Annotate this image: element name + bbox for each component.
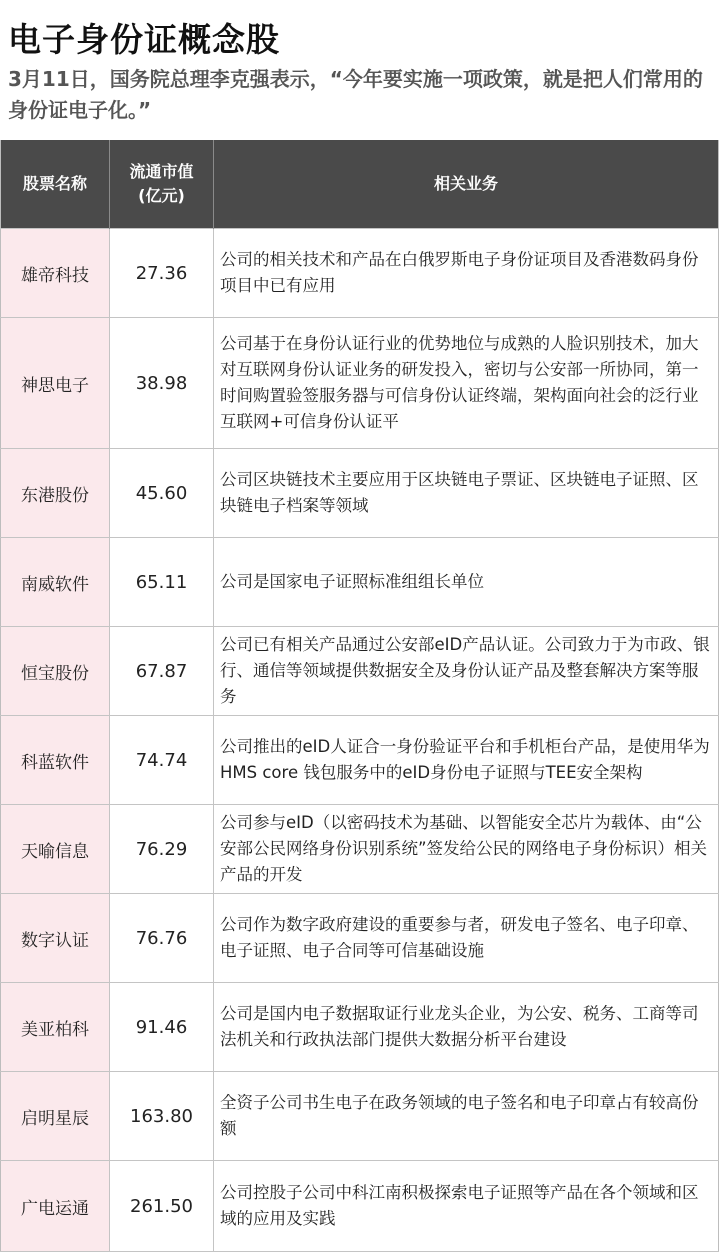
- business-desc: 公司基于在身份认证行业的优势地位与成熟的人脸识别技术，加大对互联网身份认证业务的研发投入，密切与公安部一所协同，第一时间购置验签服务器与可信身份认证终端，架构面向社会的泛行业互联网+可信身份认证平: [214, 318, 719, 449]
- table-row: [1, 449, 719, 538]
- table-row: [1, 627, 719, 716]
- market-cap: 74.74: [110, 716, 214, 805]
- stock-name: 科蓝软件: [1, 716, 110, 805]
- market-cap: 67.87: [110, 627, 214, 716]
- business-desc: 公司参与eID（以密码技术为基础、以智能安全芯片为载体、由“公安部公民网络身份识别系统”签发给公民的网络电子身份标识）相关产品的开发: [214, 805, 719, 894]
- business-desc: 公司是国内电子数据取证行业龙头企业，为公安、税务、工商等司法机关和行政执法部门提供大数据分析平台建设: [214, 983, 719, 1072]
- business-desc: 公司区块链技术主要应用于区块链电子票证、区块链电子证照、区块链电子档案等领域: [214, 449, 719, 538]
- table-row: [1, 894, 719, 983]
- header-market-cap: [110, 140, 214, 229]
- stock-name: 南威软件: [1, 538, 110, 627]
- page-subtitle: 3月11日，国务院总理李克强表示，“今年要实施一项政策，就是把人们常用的身份证电子化。”: [8, 67, 703, 122]
- market-cap: 65.11: [110, 538, 214, 627]
- business-desc: 全资子公司书生电子在政务领域的电子签名和电子印章占有较高份额: [214, 1072, 719, 1161]
- header-business: 相关业务: [214, 140, 719, 229]
- table-row: [1, 229, 719, 318]
- header-market-cap-line1: 流通市值: [129, 162, 194, 181]
- table-row: [1, 318, 719, 449]
- stock-table: [0, 140, 719, 1252]
- header-stock-name: 股票名称: [1, 140, 110, 229]
- market-cap: 76.29: [110, 805, 214, 894]
- stock-name: 广电运通: [1, 1161, 110, 1252]
- market-cap: 27.36: [110, 229, 214, 318]
- table-row: [1, 538, 719, 627]
- business-desc: 公司控股子公司中科江南积极探索电子证照等产品在各个领域和区域的应用及实践: [214, 1161, 719, 1252]
- market-cap: 91.46: [110, 983, 214, 1072]
- table-row: [1, 716, 719, 805]
- business-desc: 公司的相关技术和产品在白俄罗斯电子身份证项目及香港数码身份项目中已有应用: [214, 229, 719, 318]
- stock-name: 雄帝科技: [1, 229, 110, 318]
- business-desc: 公司已有相关产品通过公安部eID产品认证。公司致力于为市政、银行、通信等领域提供数据安全及身份认证产品及整套解决方案等服务: [214, 627, 719, 716]
- business-desc: 公司是国家电子证照标准组组长单位: [214, 538, 719, 627]
- table-row: [1, 1161, 719, 1252]
- table-row: [1, 1072, 719, 1161]
- business-desc: 公司推出的eID人证合一身份验证平台和手机柜台产品，是使用华为HMS core 钱包服务中的eID身份电子证照与TEE安全架构: [214, 716, 719, 805]
- page-title: 电子身份证概念股: [8, 20, 280, 59]
- market-cap: 163.80: [110, 1072, 214, 1161]
- table-header-row: [1, 140, 719, 229]
- stock-name: 数字认证: [1, 894, 110, 983]
- market-cap: 45.60: [110, 449, 214, 538]
- stock-name: 神思电子: [1, 318, 110, 449]
- business-desc: 公司作为数字政府建设的重要参与者，研发电子签名、电子印章、电子证照、电子合同等可信基础设施: [214, 894, 719, 983]
- table-row: [1, 805, 719, 894]
- market-cap: 261.50: [110, 1161, 214, 1252]
- header-market-cap-line2: (亿元): [138, 186, 185, 205]
- stock-name: 东港股份: [1, 449, 110, 538]
- stock-name: 恒宝股份: [1, 627, 110, 716]
- market-cap: 38.98: [110, 318, 214, 449]
- page-header: [0, 0, 720, 140]
- market-cap: 76.76: [110, 894, 214, 983]
- stock-name: 天喻信息: [1, 805, 110, 894]
- table-row: [1, 983, 719, 1072]
- stock-name: 启明星辰: [1, 1072, 110, 1161]
- stock-name: 美亚柏科: [1, 983, 110, 1072]
